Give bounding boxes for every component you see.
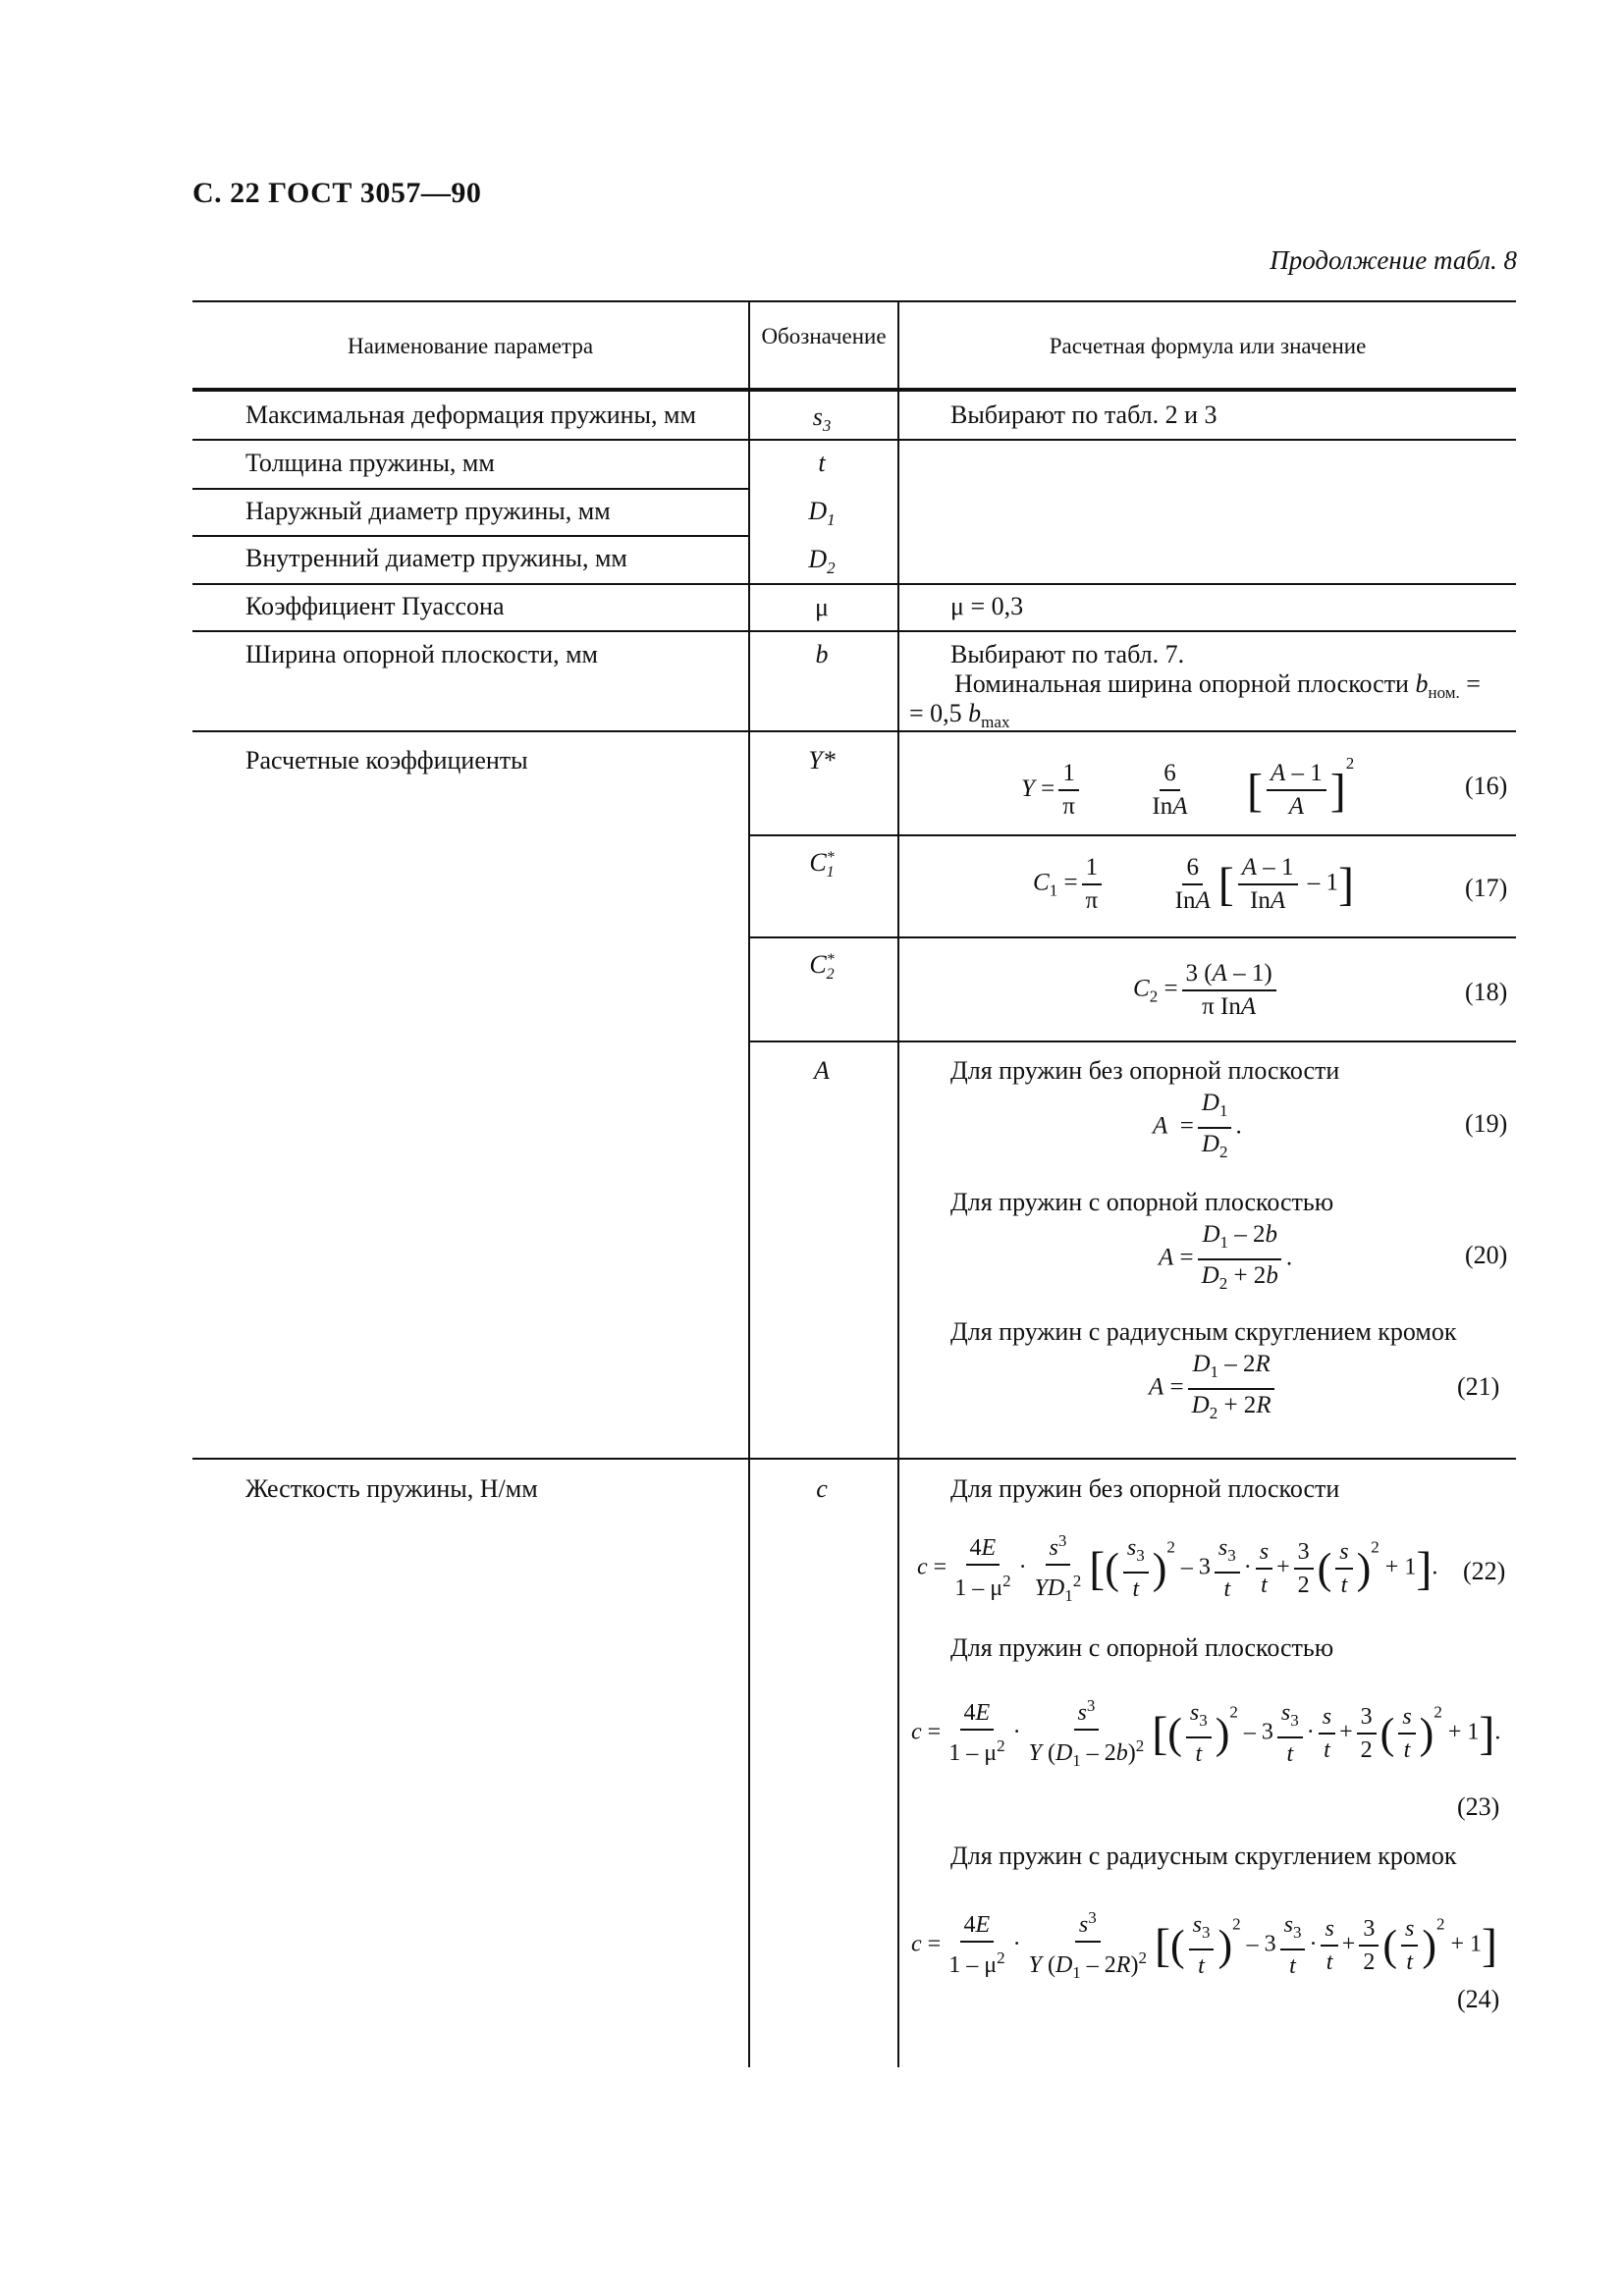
row-rule xyxy=(192,630,1516,632)
equation-number-20: (20) xyxy=(1465,1241,1508,1269)
formula-Y: Y = $\frac{1}{\pi}$ $\frac{6}{\text{InA}}$ [ $\frac{A - 1}{A}$ ]$^2$ xyxy=(1021,754,1355,821)
param-thickness: Толщина пружины, мм xyxy=(245,449,495,477)
table-continuation-note: Продолжение табл. 8 xyxy=(1270,245,1517,275)
row-rule xyxy=(192,583,1516,585)
column-header-parameter: Наименование параметра xyxy=(347,334,594,358)
equation-number-21: (21) xyxy=(1457,1372,1500,1401)
formula-C1: $C_1$ = $\frac{1}{\pi}$ $\frac{6}{\text{InA}}$ [ $\frac{A - 1}{\text{InA}}$ – 1] xyxy=(1033,854,1355,914)
symbol-C1: C * 1 xyxy=(809,848,835,881)
row-rule xyxy=(748,1041,1516,1042)
value-b-line1: Выбирают по табл. 7. xyxy=(950,640,1185,668)
A-case-with-support: Для пружин с опорной плоскостью xyxy=(950,1188,1334,1216)
A-case-radius-edges: Для пружин с радиусным скруглением кромок xyxy=(950,1317,1457,1346)
A-case-no-support: Для пружин без опорной плоскости xyxy=(950,1056,1340,1085)
symbol-A: A xyxy=(814,1056,830,1085)
table-top-rule xyxy=(192,300,1516,302)
row-rule xyxy=(748,834,1516,836)
symbol-mu: μ xyxy=(815,593,829,621)
param-poisson: Коэффициент Пуассона xyxy=(245,592,505,620)
symbol-b: b xyxy=(815,640,829,668)
formula-20: A = $\frac{D_1 - 2b}{D_2 + 2b}$ . xyxy=(1159,1221,1293,1293)
column-header-formula: Расчетная формула или значение xyxy=(1049,334,1367,358)
value-mu: μ = 0,3 xyxy=(950,592,1024,620)
param-support-width: Ширина опорной плоскости, мм xyxy=(245,640,599,668)
symbol-C2: C * 2 xyxy=(809,950,835,984)
symbol-c: c xyxy=(816,1474,828,1503)
symbol-d2: $D_2$ xyxy=(808,545,836,578)
formula-C2: $C_2$ = $\frac{3 (A - 1)}{\text{π InA}}$ xyxy=(1133,960,1280,1021)
value-b-eq: = 0,5 xyxy=(909,699,962,727)
c-case-no-support: Для пружин без опорной плоскости xyxy=(950,1474,1340,1503)
column-divider xyxy=(897,300,899,2067)
page-reference: С. 22 ГОСТ 3057—90 xyxy=(192,177,482,209)
value-s3: Выбирают по табл. 2 и 3 xyxy=(950,400,1217,429)
formula-24: c = $\frac{4E}{1 - \mu^2}$ · $\frac{s^3}{Y (D_1 - 2R)^2}$ [( $\frac{s_3}{t}$ )$^2$ – 3 $\frac{s_3}{t}$ · $\frac{s}{t}$ + $\frac{3}{2}$ ( $\frac{s}{t}$ )$^2$ + 1] xyxy=(911,1904,1497,1987)
c-case-radius-edges: Для пружин с радиусным скруглением кромок xyxy=(950,1842,1457,1870)
value-b-line2: Номинальная ширина опорной плоскости $b_{ном.}$ = xyxy=(954,669,1481,703)
formula-22: c = $\frac{4E}{1 - \mu^2}$ · $\frac{s^3}{YD_1^2}$ [( $\frac{s_3}{t}$ )$^2$ – 3 $\frac{s_3}{t}$ · $\frac{s}{t}$ + $\frac{3}{2}$ ( $\frac{s}{t}$ )$^2$ + 1]. xyxy=(917,1527,1437,1610)
row-rule xyxy=(192,1458,1516,1460)
equation-number-16: (16) xyxy=(1465,772,1508,800)
value-b-line3: = 0,5 $b_{max}$ xyxy=(909,699,1010,732)
equation-number-23: (23) xyxy=(1457,1792,1500,1821)
param-inner-diameter: Внутренний диаметр пружины, мм xyxy=(245,544,627,572)
c-case-with-support: Для пружин с опорной плоскостью xyxy=(950,1633,1334,1662)
value-b-text: Номинальная ширина опорной плоскости xyxy=(954,669,1409,698)
symbol-t: t xyxy=(818,449,826,477)
row-rule xyxy=(192,439,1516,441)
equation-number-17: (17) xyxy=(1465,874,1508,902)
row-rule xyxy=(192,535,750,537)
symbol-Y: Y* xyxy=(808,746,836,774)
param-max-deformation: Максимальная деформация пружины, мм xyxy=(245,400,696,429)
param-stiffness: Жесткость пружины, Н/мм xyxy=(245,1474,538,1503)
symbol-s3: $s_3$ xyxy=(812,402,832,436)
param-outer-diameter: Наружный диаметр пружины, мм xyxy=(245,497,611,525)
equation-number-22: (22) xyxy=(1463,1557,1506,1585)
formula-19: A = $\frac{D_1}{D_2}$ . xyxy=(1153,1090,1242,1161)
row-rule xyxy=(192,488,750,490)
row-rule xyxy=(192,730,1516,732)
formula-21: A = $\frac{D_1 - 2R}{D_2 + 2R}$ xyxy=(1149,1351,1279,1427)
column-header-symbol: Обозначение xyxy=(761,324,887,348)
equation-number-18: (18) xyxy=(1465,978,1508,1006)
formula-23: c = $\frac{4E}{1 - \mu^2}$ · $\frac{s^3}{Y (D_1 - 2b)^2}$ [( $\frac{s_3}{t}$ )$^2$ – 3 $\frac{s_3}{t}$ · $\frac{s}{t}$ + $\frac{3}{2}$ ( $\frac{s}{t}$ )$^2$ + 1]. xyxy=(911,1692,1500,1775)
table-header-rule xyxy=(192,388,1516,392)
row-rule xyxy=(748,936,1516,938)
equation-number-24: (24) xyxy=(1457,1985,1500,2013)
equation-number-19: (19) xyxy=(1465,1109,1508,1138)
param-calc-coefficients: Расчетные коэффициенты xyxy=(245,746,528,774)
symbol-d1: $D_1$ xyxy=(808,497,836,530)
